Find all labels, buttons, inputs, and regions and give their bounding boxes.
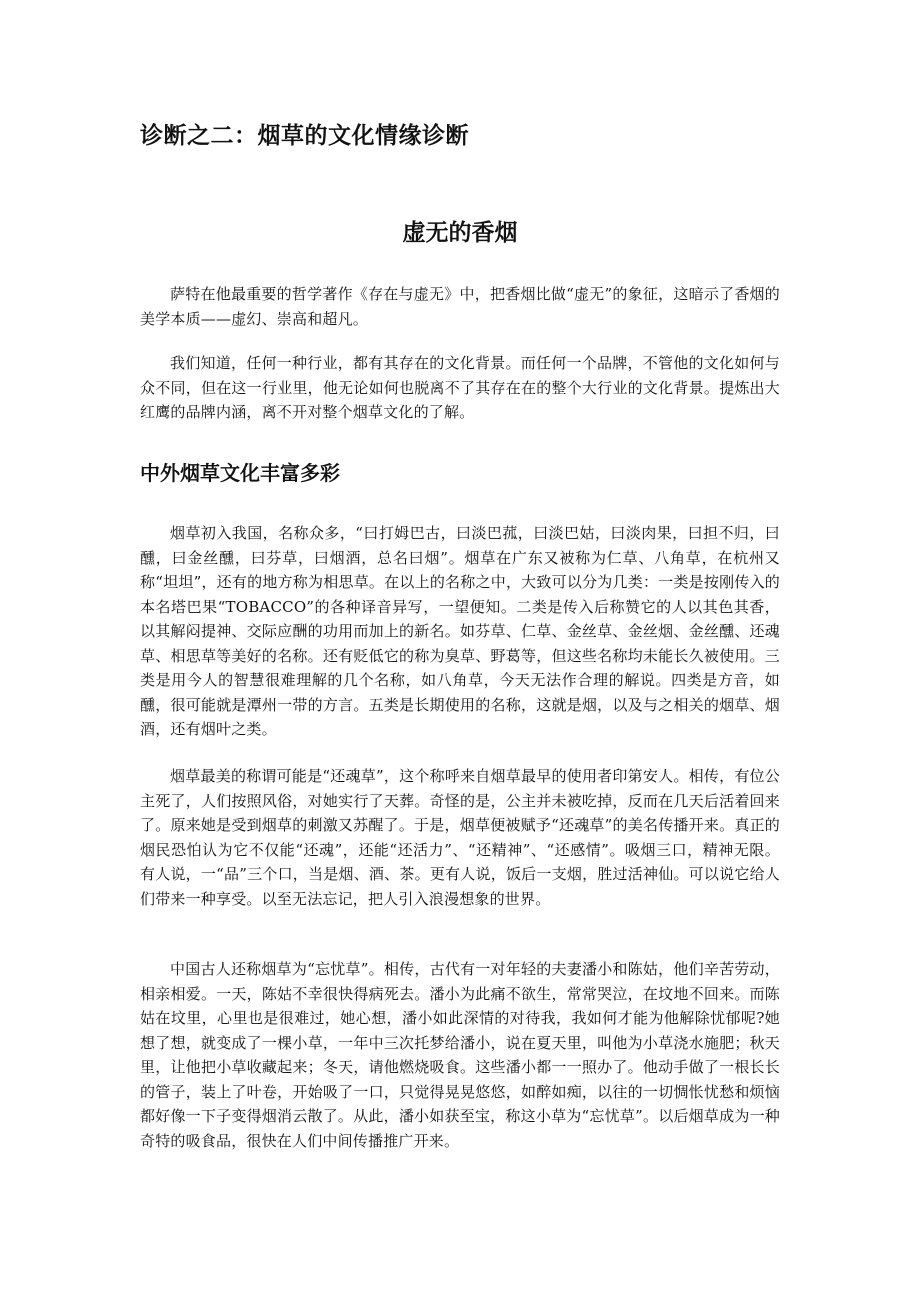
section-paragraph-2: 烟草最美的称谓可能是“还魂草”，这个称呼来自烟草最早的使用者印第安人。相传，有位公主死了，人们按照风俗，对她实行了天葬。奇怪的是，公主并未被吃掉，反而在几天后活着回来了。原来她是受到烟草的刺激又苏醒了。于是，烟草便被赋予“还魂草”的美名传播开来。真正的烟民恐怕认为它不仅能“还魂”，还能“还活力”、“还精神”、“还感情”。吸烟三口，精神无限。有人说，一“品”三个口，当是烟、酒、茶。更有人说，饭后一支烟，胜过活神仙。可以说它给人们带来一种享受。以至无法忘记，把人引入浪漫想象的世界。 [140,767,780,908]
intro-paragraph-1: 萨特在他最重要的哲学著作《存在与虚无》中，把香烟比做“虚无”的象征，这暗示了香烟的美学本质——虚幻、崇高和超凡。 [140,285,780,328]
intro-paragraph-2: 我们知道，任何一种行业，都有其存在的文化背景。而任何一个品牌，不管他的文化如何与众不同，但在这一行业里，他无论如何也脱离不了其存在在的整个大行业的文化背景。提炼出大红鹰的品牌内涵，离不开对整个烟草文化的了解。 [140,354,780,421]
article-title: 虚无的香烟 [402,220,518,246]
document-heading: 诊断之二：烟草的文化情缘诊断 [140,123,469,149]
section-paragraph-1: 烟草初入我国，名称众多，“曰打姆巴古，曰淡巴菰，曰淡巴姑，曰淡肉果，曰担不归，曰醺，曰金丝醺，曰芬草，曰烟酒，总名曰烟”。烟草在广东又被称为仁草、八角草，在杭州又称“坦坦”，还有的地方称为相思草。在以上的名称之中，大致可以分为几类：一类是按刚传入的本名塔巴果“TOBACCO”的各种译音异写，一望便知。二类是传入后称赞它的人以其色其香，以其解闷提神、交际应酬的功用而加上的新名。如芬草、仁草、金丝草、金丝烟、金丝醺、还魂草、相思草等美好的名称。还有贬低它的称为臭草、野葛等，但这些名称均未能长久被使用。三类是用今人的智慧很难理解的几个名称，如八角草，今天无法作合理的解说。四类是方音，如醺，很可能就是潭州一带的方言。五类是长期使用的名称，这就是烟，以及与之相关的烟草、烟酒，还有烟叶之类。 [140,524,780,738]
section-heading: 中外烟草文化丰富多彩 [140,461,340,485]
section-paragraph-3: 中国古人还称烟草为“忘忧草”。相传，古代有一对年轻的夫妻潘小和陈姑，他们辛苦劳动，相亲相爱。一天，陈姑不幸很快得病死去。潘小为此痛不欲生，常常哭泣，在坟地不回来。而陈姑在坟里，心里也是很难过，她心想，潘小如此深情的对待我，我如何才能为他解除忧郁呢?她想了想，就变成了一棵小草，一年中三次托梦给潘小，说在夏天里，叫他为小草浇水施肥；秋天里，让他把小草收藏起来；冬天，请他燃烧吸食。这些潘小都一一照办了。他动手做了一根长长的管子，装上了叶卷，开始吸了一口，只觉得晃晃悠悠，如醉如痴，以往的一切惆怅忧愁和烦恼都好像一下子变得烟消云散了。从此，潘小如获至宝，称这小草为“忘忧草”。以后烟草成为一种奇特的吸食品，很快在人们中间传播推广开来。 [140,960,780,1150]
